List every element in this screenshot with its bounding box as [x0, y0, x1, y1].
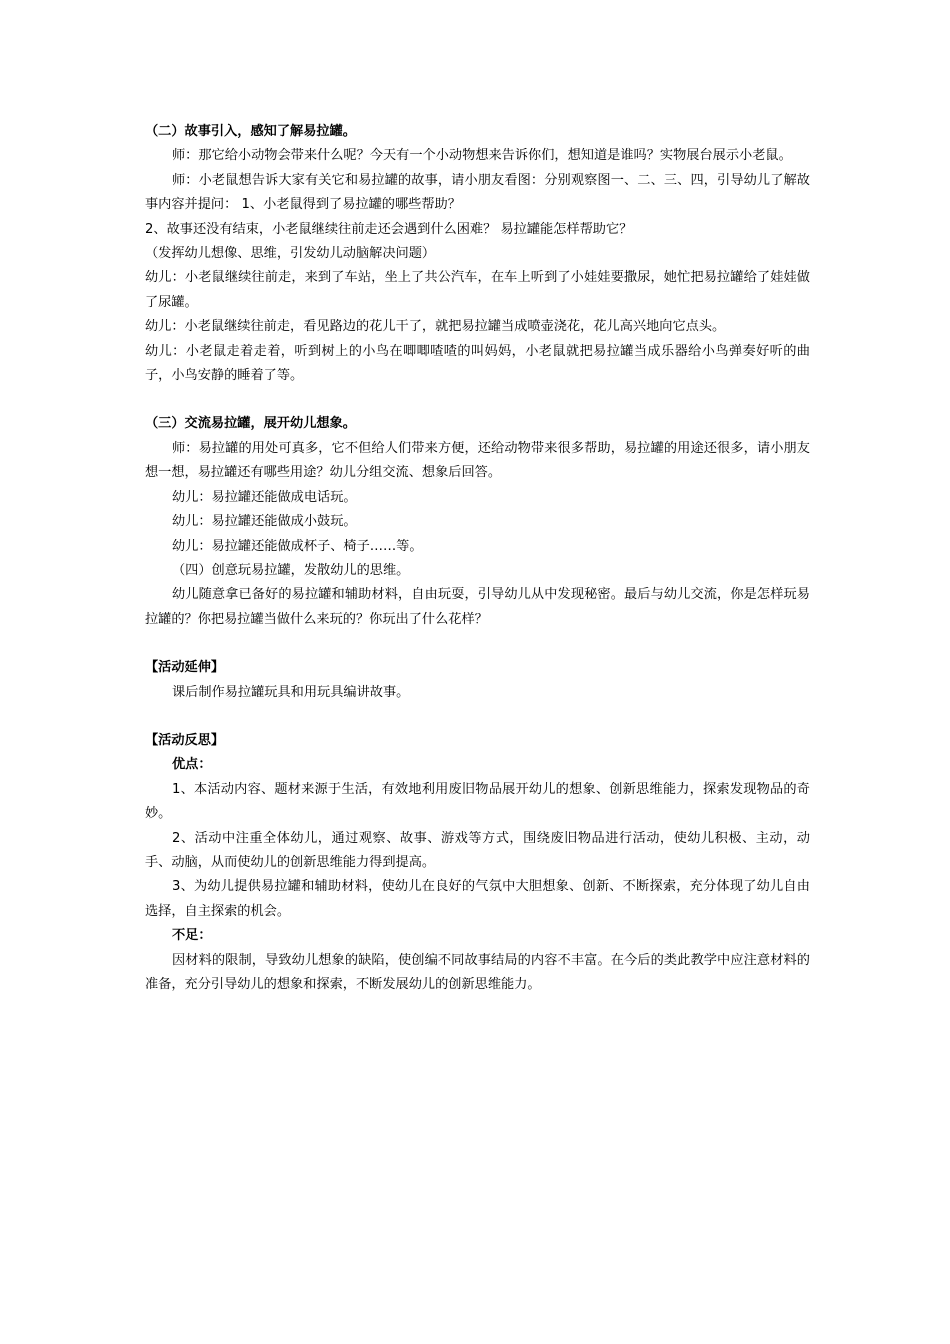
paragraph: 幼儿：小老鼠继续往前走，看见路边的花儿干了，就把易拉罐当成喷壶浇花，花儿高兴地向它点头。 [145, 319, 726, 335]
section-2-heading: （二）故事引入，感知了解易拉罐。 [145, 124, 356, 139]
paragraph: 师：那它给小动物会带来什么呢？今天有一个小动物想来告诉你们，想知道是谁吗？实物展台展示小老鼠。 [172, 148, 792, 164]
item-text: 、本活动内容、题材来源于生活，有效地利用废旧物品展开幼儿的想象、创新思维能力，探索发现物品的奇妙。 [145, 781, 810, 822]
item-number: 1 [172, 781, 181, 797]
paragraph: 因材料的限制，导致幼儿想象的缺陷，使创编不同故事结局的内容不丰富。在今后的类此教学中应注意材料的准备，充分引导幼儿的想象和探索，不断发展幼儿的创新思维能力。 [145, 952, 810, 992]
paragraph: 2、故事还没有结束，小老鼠继续往前走还会遇到什么困难？ 易拉罐能怎样帮助它？ [145, 221, 633, 237]
item-text: 、活动中注重全体幼儿，通过观察、故事、游戏等方式，围绕废旧物品进行活动，使幼儿积极、主动，动手、动脑，从而使幼儿的创新思维能力得到提高。 [145, 830, 810, 870]
pro-item-2 [145, 827, 810, 876]
document-page [145, 120, 810, 997]
section-3-heading: （三）交流易拉罐，展开幼儿想象。 [145, 416, 356, 432]
paragraph: 幼儿：小老鼠继续往前走，来到了车站，坐上了共公汽车，在车上听到了小娃娃要撒尿，她忙把易拉罐给了娃娃做了尿罐。 [145, 270, 810, 310]
item-number: 2 [172, 830, 181, 846]
paragraph: 师：小老鼠想告诉大家有关它和易拉罐的故事，请小朋友看图：分别观察图一、二、三、四，引导幼儿了解故事内容并提问： 1、小老鼠得到了易拉罐的哪些帮助？ [145, 172, 810, 213]
section-4-heading: （四）创意玩易拉罐，发散幼儿的思维。 [172, 562, 410, 578]
pro-item-1 [145, 778, 810, 827]
item-text: 、为幼儿提供易拉罐和辅助材料，使幼儿在良好的气氛中大胆想象、创新、不断探索，充分体现了幼儿自由选择，自主探索的机会。 [145, 879, 810, 919]
paragraph: 幼儿：小老鼠走着走着，听到树上的小鸟在唧唧喳喳的叫妈妈，小老鼠就把易拉罐当成乐器给小鸟弹奏好听的曲子，小鸟安静的睡着了等。 [145, 343, 810, 384]
pro-item-3 [145, 875, 810, 924]
pros-label: 优点： [172, 757, 212, 773]
item-number: 3 [172, 879, 181, 895]
cons-label: 不足： [172, 928, 212, 944]
paragraph: 幼儿：易拉罐还能做成杯子、椅子……等。 [172, 538, 423, 554]
extension-heading: 【活动延伸】 [145, 660, 225, 676]
paragraph: 师：易拉罐的用处可真多，它不但给人们带来方便，还给动物带来很多帮助，易拉罐的用途还很多，请小朋友想一想，易拉罐还有哪些用途？幼儿分组交流、想象后回答。 [145, 440, 810, 481]
paragraph: （发挥幼儿想像、思维，引发幼儿动脑解决问题） [145, 246, 436, 262]
paragraph: 课后制作易拉罐玩具和用玩具编讲故事。 [172, 684, 410, 700]
paragraph: 幼儿随意拿已备好的易拉罐和辅助材料，自由玩耍，引导幼儿从中发现秘密。最后与幼儿交流，你是怎样玩易拉罐的？你把易拉罐当做什么来玩的？你玩出了什么花样？ [145, 587, 810, 627]
paragraph: 幼儿：易拉罐还能做成小鼓玩。 [172, 514, 357, 530]
paragraph: 幼儿：易拉罐还能做成电话玩。 [172, 489, 357, 505]
reflection-heading: 【活动反思】 [145, 732, 225, 748]
